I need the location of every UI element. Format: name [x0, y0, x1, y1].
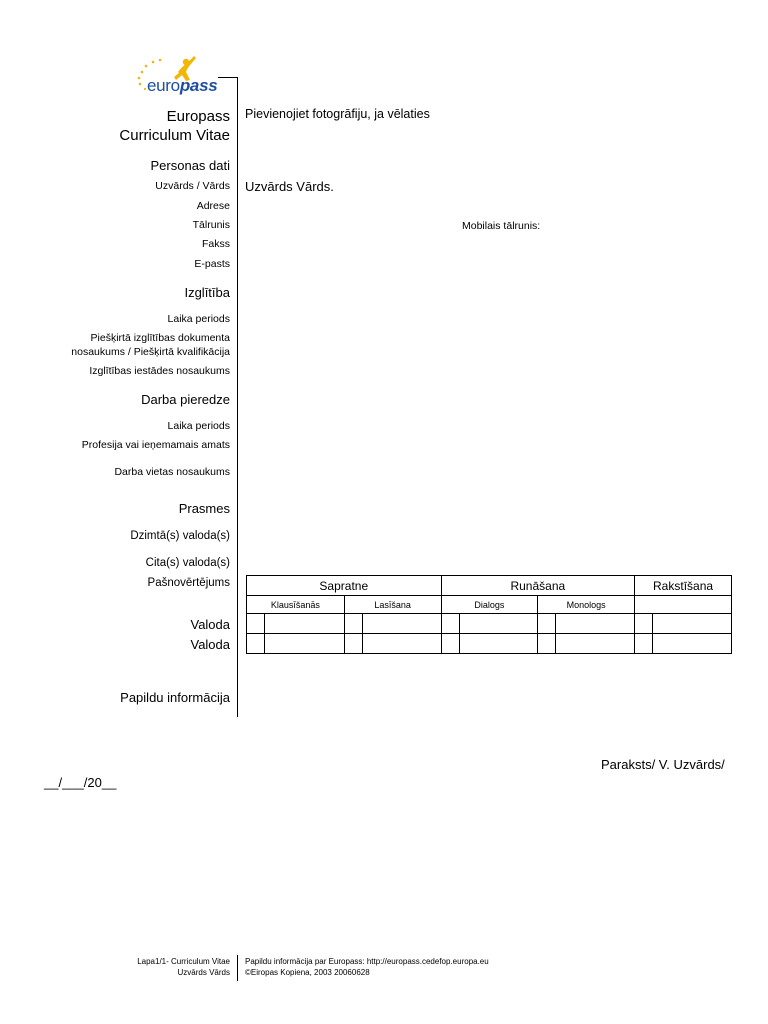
mother-tongue-label: Dzimtā(s) valoda(s)	[130, 530, 230, 542]
work-heading: Darba pieredze	[141, 392, 230, 407]
phone-label: Tālrunis	[192, 219, 230, 231]
table-subheader-row	[247, 596, 732, 614]
language-label: Valoda	[190, 617, 230, 632]
date-line: __/___/20__	[44, 775, 117, 790]
header-rule	[218, 77, 238, 78]
col-speaking: Runāšana	[441, 576, 635, 596]
column-divider	[237, 77, 238, 717]
institution-label: Izglītības iestādes nosaukums	[89, 365, 230, 377]
cv-title-line2: Curriculum Vitae	[119, 127, 230, 144]
self-assessment-label: Pašnovērtējums	[147, 577, 230, 589]
fax-label: Fakss	[201, 238, 230, 250]
footer-divider	[237, 955, 238, 981]
table-row	[247, 634, 732, 654]
language-label: Valoda	[190, 637, 230, 652]
table-header-row	[247, 576, 732, 596]
footer-left	[137, 956, 230, 978]
name-label: Uzvārds / Vārds	[155, 180, 230, 192]
language-skills-table	[246, 575, 732, 654]
col-writing: Rakstīšana	[635, 576, 732, 596]
address-label: Adrese	[196, 200, 230, 212]
europass-logo-text: europass	[147, 76, 218, 95]
footer-page-label: Lapa1/1- Curriculum Vitae	[137, 957, 230, 966]
other-languages-label: Cita(s) valoda(s)	[145, 557, 230, 569]
table-row	[247, 614, 732, 634]
personal-heading: Personas dati	[150, 158, 230, 173]
email-label: E-pasts	[194, 258, 230, 270]
employer-label: Darba vietas nosaukums	[114, 466, 230, 478]
sub-writing	[635, 596, 732, 614]
sub-listening: Klausīšanās	[247, 596, 345, 614]
footer-info-link: Papildu informācija par Europass: http://europass.cedefop.europa.eu	[245, 957, 489, 966]
col-understanding: Sapratne	[247, 576, 442, 596]
footer-right	[245, 956, 489, 978]
work-period-label: Laika periods	[167, 420, 230, 432]
name-value: Uzvārds Vārds.	[245, 179, 334, 194]
photo-note: Pievienojiet fotogrāfiju, ja vēlaties	[245, 107, 430, 121]
footer-copyright: ©Eiropas Kopiena, 2003 20060628	[245, 968, 370, 977]
qualification-label-1: Piešķirtā izglītības dokumenta	[90, 332, 230, 344]
footer-name: Uzvārds Vārds	[177, 968, 230, 977]
cv-title-line1: Europass	[166, 108, 230, 125]
sub-monolog: Monologs	[538, 596, 635, 614]
position-label: Profesija vai ieņemamais amats	[81, 439, 230, 451]
mobile-label: Mobilais tālrunis:	[462, 220, 541, 232]
skills-heading: Prasmes	[178, 501, 230, 516]
additional-info-heading: Papildu informācija	[120, 690, 230, 705]
sub-dialog: Dialogs	[441, 596, 538, 614]
qualification-label-2: nosaukums / Piešķirtā kvalifikācija	[71, 346, 230, 358]
signature-text: Paraksts/ V. Uzvārds/	[601, 757, 725, 772]
education-period-label: Laika periods	[167, 313, 230, 325]
sub-reading: Lasīšana	[344, 596, 441, 614]
education-heading: Izglītība	[184, 285, 230, 300]
